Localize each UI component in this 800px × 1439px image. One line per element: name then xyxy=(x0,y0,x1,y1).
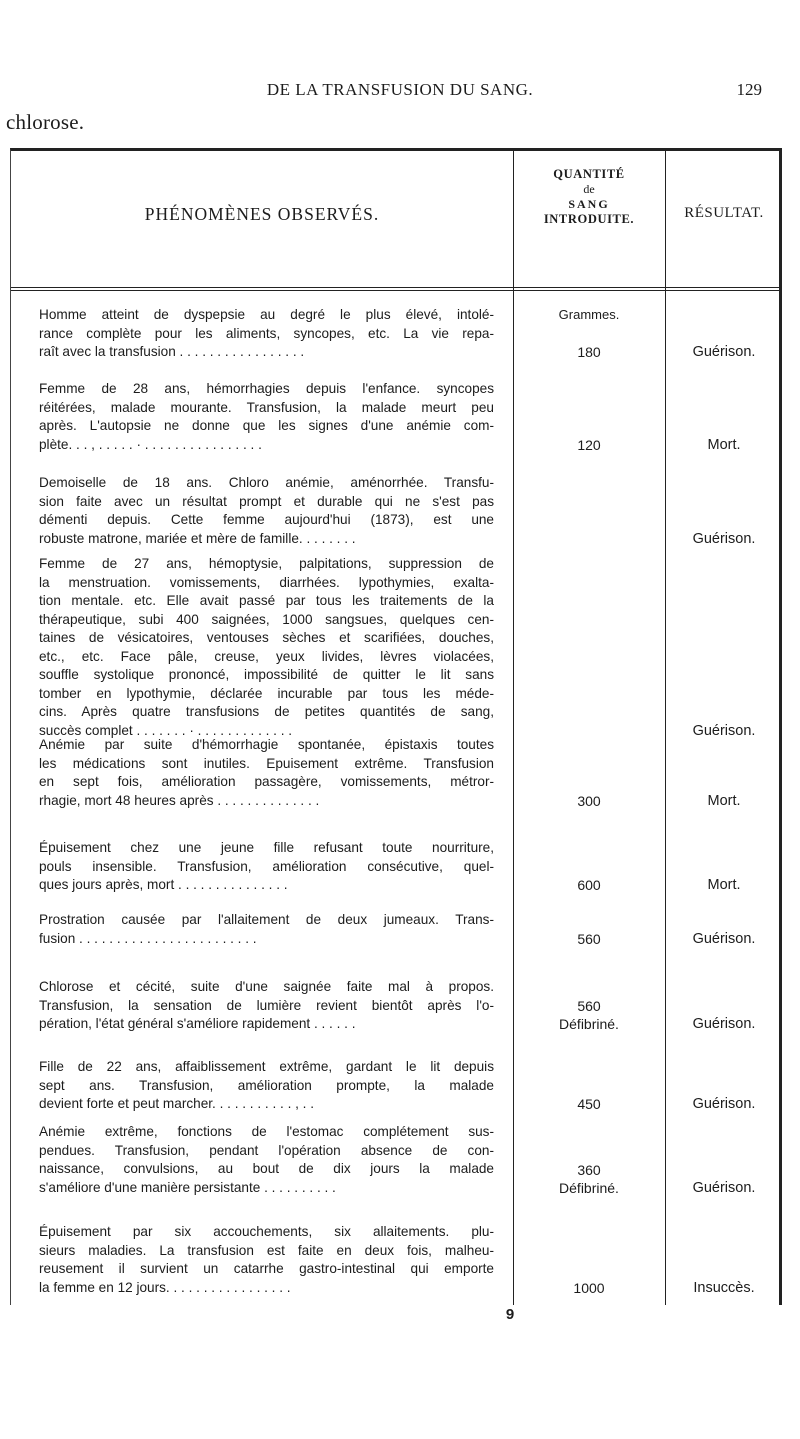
quantity-value: 600 xyxy=(577,877,601,893)
result-value: Mort. xyxy=(707,436,741,453)
table-row-description xyxy=(39,555,494,740)
result-value: Insuccès. xyxy=(693,1279,755,1296)
description-line: devient forte et peut marcher. . . . . . . . . . . , . . xyxy=(39,1096,315,1111)
description-line: Femme de 28 ans, hémorrhagies depuis l'enfance. syncopes xyxy=(39,381,494,396)
table-body xyxy=(11,291,779,1305)
quantity-value: 300 xyxy=(577,792,601,809)
description-line: pendues. Transfusion, pendant l'opération absence de con- xyxy=(39,1142,494,1158)
description-line: Anémie extrême, fonctions de l'estomac complétement sus- xyxy=(39,1124,494,1139)
description-line: souffle systolique prononcé, impossibilité de quitter le lit sans xyxy=(39,667,494,682)
result-value: Guérison. xyxy=(692,930,756,947)
table-row-description xyxy=(39,911,494,948)
description-line: pération, l'état général s'améliore rapidement . . . . . . xyxy=(39,1016,356,1031)
description-line: raît avec la transfusion . . . . . . . . . . . . . . . . . xyxy=(39,344,305,359)
description-line: etc., etc. Face pâle, creuse, yeux livides, lèvres violacées, xyxy=(39,648,494,664)
table-row-description xyxy=(39,839,494,895)
signature-mark: 9 xyxy=(505,1306,515,1323)
table-row-description xyxy=(39,1223,494,1297)
description-line: reusement il survient un catarrhe gastro-intestinal qui emporte xyxy=(39,1261,494,1276)
running-head xyxy=(0,80,800,102)
description-line: après. L'autopsie ne donne que les signes d'une anémie com- xyxy=(39,418,494,433)
quantity-value: 180 xyxy=(577,344,601,360)
quantity-value: 120 xyxy=(577,436,601,453)
result-value: Guérison. xyxy=(692,344,756,360)
page-number: 129 xyxy=(736,80,762,99)
result-value: Guérison. xyxy=(692,1016,756,1032)
table-row-description xyxy=(39,978,494,1034)
description-line: robuste matrone, mariée et mère de famille. . . . . . . . xyxy=(39,530,356,546)
description-line: Femme de 27 ans, hémoptysie, palpitations, suppression de xyxy=(39,556,494,571)
quantity-value: 450 xyxy=(577,1096,601,1112)
description-line: rhagie, mort 48 heures après . . . . . . . . . . . . . . xyxy=(39,792,320,808)
description-line: naissance, convulsions, au bout de dix jours la malade xyxy=(39,1161,494,1176)
description-line: fusion . . . . . . . . . . . . . . . . . . . . . . . . xyxy=(39,930,257,946)
header-phenomenes: PHÉNOMÈNES OBSERVÉS. xyxy=(144,204,380,224)
description-line: Épuisement chez une jeune fille refusant toute nourriture, xyxy=(39,840,494,855)
transfusion-table xyxy=(10,148,782,1305)
grams-label: Grammes. xyxy=(558,307,620,322)
description-line: s'améliore d'une manière persistante . . . . . . . . . . xyxy=(39,1179,336,1195)
description-line: cins. Après quatre transfusions de petites quantités de sang, xyxy=(39,704,494,719)
description-line: thérapeutique, subi 400 saignées, 1000 sangsues, quelques cen- xyxy=(39,611,494,627)
description-line: sion faite avec un résultat prompt et durable qui ne s'est pas xyxy=(39,493,494,509)
result-value: Mort. xyxy=(707,792,741,809)
result-value: Guérison. xyxy=(692,722,756,739)
table-header xyxy=(11,151,779,291)
description-line: succès complet . . . . . . . · . . . . . . . . . . . . . xyxy=(39,722,293,738)
header-resultat: RÉSULTAT. xyxy=(684,205,764,221)
description-line: sieurs maladies. La transfusion est faite en deux fois, malheu- xyxy=(39,1242,494,1258)
table-row-description xyxy=(39,380,494,454)
result-value: Guérison. xyxy=(692,530,756,547)
quantity-value: 1000 xyxy=(573,1279,605,1296)
continuation-text: chlorose. xyxy=(6,110,85,134)
table-row-description xyxy=(39,1058,494,1114)
result-value: Guérison. xyxy=(692,1096,756,1112)
running-head-title: DE LA TRANSFUSION DU SANG. xyxy=(266,80,534,99)
description-line: Transfusion, la sensation de lumière revient bientôt après l'o- xyxy=(39,997,494,1013)
quantity-value: 360 xyxy=(577,1161,601,1178)
description-line: Homme atteint de dyspepsie au degré le plus élevé, intolé- xyxy=(39,307,494,322)
quantity-value: 560 xyxy=(577,930,601,947)
quantity-note: Défibriné. xyxy=(559,1016,619,1032)
quantity-note: Défibriné. xyxy=(559,1179,619,1196)
result-value: Guérison. xyxy=(692,1179,756,1196)
description-line: Chlorose et cécité, suite d'une saignée faite mal à propos. xyxy=(39,979,494,994)
table-row-description xyxy=(39,306,494,362)
header-quantite-line: de xyxy=(583,182,595,196)
header-quantite xyxy=(513,167,665,227)
quantity-value: 560 xyxy=(577,998,601,1014)
description-line: Épuisement par six accouchements, six allaitements. plu- xyxy=(39,1224,494,1239)
description-line: Demoiselle de 18 ans. Chloro anémie, aménorrhée. Transfu- xyxy=(39,475,494,490)
table-row-description xyxy=(39,736,494,810)
description-line: démenti depuis. Cette femme aujourd'hui (1873), est une xyxy=(39,512,494,527)
description-line: en sept fois, amélioration passagère, vomissements, métror- xyxy=(39,774,494,789)
description-line: les médications sont inutiles. Epuisement extrême. Transfusion xyxy=(39,755,494,771)
result-value: Mort. xyxy=(707,877,741,893)
description-line: Fille de 22 ans, affaiblissement extrême, gardant le lit depuis xyxy=(39,1059,494,1074)
description-line: rance complète pour les aliments, syncopes, etc. La vie repa- xyxy=(39,325,494,341)
header-quantite-line: SANG xyxy=(568,197,610,211)
description-line: Anémie par suite d'hémorrhagie spontanée, épistaxis toutes xyxy=(39,737,494,752)
description-line: ques jours après, mort . . . . . . . . . . . . . . . xyxy=(39,877,288,892)
description-line: tion mentale. etc. Elle avait passé par tous les traitements de la xyxy=(39,593,494,608)
description-line: tomber en lypothymie, déclarée incurable par tous les méde- xyxy=(39,685,494,701)
description-line: pouls insensible. Transfusion, amélioration consécutive, quel- xyxy=(39,858,494,874)
table-row-description xyxy=(39,474,494,548)
header-quantite-line: INTRODUITE. xyxy=(543,212,635,226)
description-line: la femme en 12 jours. . . . . . . . . . . . . . . . . xyxy=(39,1279,291,1295)
table-row-description xyxy=(39,1123,494,1197)
description-line: réitérées, malade mourante. Transfusion, la malade meurt peu xyxy=(39,399,494,415)
header-quantite-line: QUANTITÉ xyxy=(553,167,625,181)
description-line: la menstruation. vomissements, diarrhées. lypothymies, exalta- xyxy=(39,574,494,590)
description-line: plète. . . , . . . . . · . . . . . . . . . . . . . . . . xyxy=(39,436,262,452)
description-line: Prostration causée par l'allaitement de deux jumeaux. Trans- xyxy=(39,912,494,927)
description-line: taines de vésicatoires, ventouses sèches et scarifiées, douches, xyxy=(39,630,494,645)
description-line: sept ans. Transfusion, amélioration prompte, la malade xyxy=(39,1077,494,1093)
